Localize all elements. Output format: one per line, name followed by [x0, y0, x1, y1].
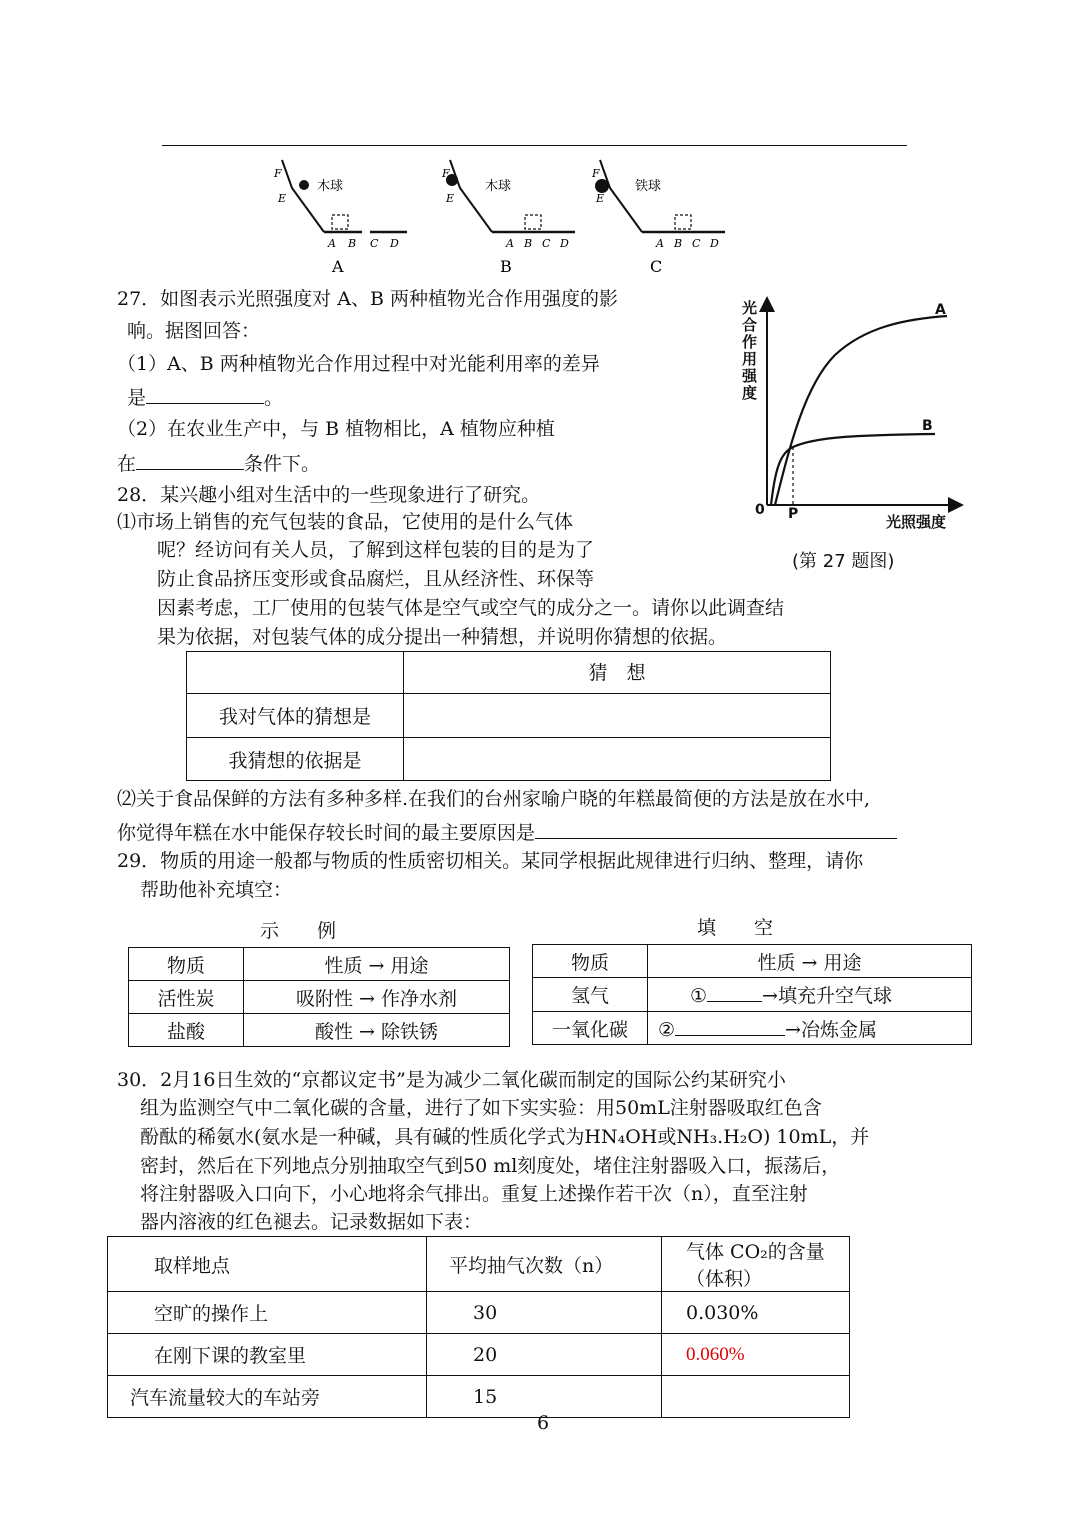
co2-header-location: 取样地点 — [108, 1237, 427, 1292]
q27-line4 — [127, 383, 283, 411]
q27-line4-prefix: 是 — [127, 387, 147, 409]
chart-caption: (第 27 题图) — [792, 551, 895, 572]
chart-x-label: 光照强度 — [886, 513, 947, 531]
q29-line1: 29．物质的用途一般都与物质的性质密切相关。某同学根据此规律进行归纳、整理，请你 — [117, 850, 864, 872]
incline-diagram — [591, 160, 725, 276]
q30-line6: 器内溶液的红色褪去。记录数据如下表： — [140, 1211, 483, 1233]
q27-line6-suffix: 条件下。 — [244, 453, 321, 475]
fill-table-title: 填 空 — [697, 917, 774, 939]
q28-line8-text: 你觉得年糕在水中能保存较长时间的最主要原因是 — [117, 822, 536, 844]
fill-substance-hydrogen: 氢气 — [533, 978, 648, 1012]
q28-line6: 果为依据，对包装气体的成分提出一种猜想，并说明你猜想的依据。 — [157, 626, 728, 648]
chart-y-label: 光合作用强度 — [742, 299, 758, 402]
diagram-caption: B — [500, 257, 512, 276]
point-label: C — [542, 237, 551, 250]
co2-location: 汽车流量较大的车站旁 — [108, 1376, 427, 1418]
q27-line1: 27．如图表示光照强度对 A、B 两种植物光合作用强度的影 — [117, 288, 618, 310]
point-label: D — [710, 237, 719, 250]
ramp-line — [282, 160, 324, 232]
diagram-caption: A — [332, 257, 344, 276]
point-label-e: E — [446, 192, 455, 205]
iron-ball — [595, 179, 609, 193]
point-label: A — [328, 237, 336, 250]
page-number: 6 — [537, 1412, 550, 1434]
reason-input[interactable] — [404, 738, 831, 781]
co2-content: 0.060% — [662, 1334, 850, 1376]
point-label: B — [524, 237, 533, 250]
fill-use-1: →填充升空气球 — [762, 985, 892, 1007]
curve-b — [771, 434, 935, 505]
point-label-e: E — [278, 192, 287, 205]
example-header-substance: 物质 — [129, 948, 244, 981]
example-header-property: 性质 → 用途 — [244, 948, 510, 981]
chart-p-label: P — [788, 506, 799, 522]
incline-diagram — [273, 160, 407, 276]
q27-line5: （2）在农业生产中，与 B 植物相比，A 植物应种植 — [117, 418, 555, 440]
top-rule — [162, 145, 907, 146]
q28-line4: 防止食品挤压变形或食品腐烂，且从经济性、环保等 — [157, 568, 595, 590]
q30-line3: 酚酞的稀氨水(氨水是一种碱，具有碱的性质化学式为HN₄OH或NH₃.H₂O) 10mL，并 — [140, 1126, 870, 1148]
answer-blank-5[interactable] — [675, 1018, 785, 1036]
co2-count: 15 — [427, 1376, 662, 1418]
point-label-f: F — [592, 167, 600, 180]
fill-row-hydrogen — [648, 978, 972, 1012]
point-label: C — [370, 237, 379, 250]
q28-line3: 呢？经访问有关人员，了解到这样包装的目的是为了 — [157, 539, 595, 561]
fill-table — [532, 944, 972, 1045]
fill-marker-2: ② — [658, 1018, 676, 1041]
co2-location: 在刚下课的教室里 — [108, 1334, 427, 1376]
photosynthesis-chart — [735, 295, 965, 530]
point-label: A — [506, 237, 514, 250]
chart-origin-label: 0 — [755, 502, 765, 518]
guess-input[interactable] — [404, 694, 831, 738]
q29-line2: 帮助他补充填空： — [140, 879, 293, 901]
answer-blank-3[interactable] — [535, 818, 897, 839]
q27-line4-suffix: 。 — [264, 387, 284, 409]
example-substance: 活性炭 — [129, 981, 244, 1014]
co2-count: 30 — [427, 1292, 662, 1334]
fill-marker-1: ① — [690, 985, 708, 1007]
point-label: D — [560, 237, 569, 250]
co2-header-content: 气体 CO₂的含量（体积） — [662, 1237, 850, 1292]
q28-line2: ⑴市场上销售的充气包装的食品，它使用的是什么气体 — [117, 511, 574, 533]
q27-line6 — [117, 449, 320, 477]
guess-table-row2-label: 我猜想的依据是 — [187, 738, 404, 781]
co2-header-count: 平均抽气次数（n） — [427, 1237, 662, 1292]
guess-table — [186, 651, 831, 781]
ramp-line — [450, 160, 492, 232]
diagram-caption: C — [650, 257, 663, 276]
q28-line7: ⑵关于食品保鲜的方法有多种多样.在我们的台州家喻户晓的年糕最简便的方法是放在水中, — [117, 788, 871, 810]
point-label: B — [348, 237, 357, 250]
example-substance: 盐酸 — [129, 1014, 244, 1047]
co2-content-input[interactable] — [662, 1376, 850, 1418]
q30-line4: 密封，然后在下列地点分别抽取空气到50 ml刻度处，堵住注射器吸入口，振荡后， — [140, 1155, 841, 1177]
guess-table-row1-label: 我对气体的猜想是 — [187, 694, 404, 738]
curve-a — [775, 316, 947, 505]
answer-blank-1[interactable] — [146, 383, 264, 404]
co2-count: 20 — [427, 1334, 662, 1376]
fill-substance-co: 一氧化碳 — [533, 1012, 648, 1045]
q28-line8 — [117, 818, 897, 846]
co2-table — [107, 1236, 850, 1418]
fill-row-co — [648, 1012, 972, 1045]
q30-line5: 将注射器吸入口向下，小心地将余气排出。重复上述操作若干次（n），直至注射 — [140, 1183, 808, 1205]
example-table-title: 示 例 — [260, 920, 337, 942]
ball-label: 木球 — [317, 179, 344, 194]
wood-ball — [299, 180, 309, 190]
q27-line2: 响。据图回答： — [127, 320, 261, 342]
example-property: 吸附性 → 作净水剂 — [244, 981, 510, 1014]
block-box — [675, 215, 691, 229]
point-label-f: F — [442, 167, 450, 180]
point-label: B — [674, 237, 683, 250]
ramp-line — [600, 160, 642, 232]
incline-diagrams — [262, 150, 732, 280]
fill-use-2: →冶炼金属 — [785, 1018, 877, 1041]
point-label-f: F — [274, 167, 282, 180]
block-box — [525, 215, 541, 229]
q28-line1: 28．某兴趣小组对生活中的一些现象进行了研究。 — [117, 484, 541, 506]
co2-location: 空旷的操作上 — [108, 1292, 427, 1334]
q27-line6-prefix: 在 — [117, 453, 137, 475]
guess-table-header: 猜 想 — [404, 652, 831, 694]
example-property: 酸性 → 除铁锈 — [244, 1014, 510, 1047]
q28-line5: 因素考虑，工厂使用的包装气体是空气或空气的成分之一。请你以此调查结 — [157, 597, 785, 619]
chart-curve-a-label: A — [935, 302, 946, 318]
block-box — [332, 215, 348, 229]
ball-label: 铁球 — [635, 179, 662, 194]
example-table — [128, 947, 510, 1047]
guess-table-corner — [187, 652, 404, 694]
co2-content: 0.030% — [662, 1292, 850, 1334]
fill-header-property: 性质 → 用途 — [648, 945, 972, 978]
q30-line1: 30．2月16日生效的“京都议定书”是为减少二氧化碳而制定的国际公约某研究小 — [117, 1069, 786, 1091]
ball-label: 木球 — [485, 179, 512, 194]
point-label: D — [390, 237, 399, 250]
point-label-e: E — [596, 192, 605, 205]
q27-line3: （1）A、B 两种植物光合作用过程中对光能利用率的差异 — [117, 353, 600, 375]
fill-header-substance: 物质 — [533, 945, 648, 978]
chart-curve-b-label: B — [922, 418, 933, 434]
answer-blank-4[interactable] — [707, 984, 762, 1002]
point-label: C — [692, 237, 701, 250]
answer-blank-2[interactable] — [136, 449, 244, 470]
point-label: A — [656, 237, 664, 250]
incline-diagram — [441, 160, 575, 276]
q30-line2: 组为监测空气中二氧化碳的含量，进行了如下实实验：用50mL注射器吸取红色含 — [140, 1097, 822, 1119]
